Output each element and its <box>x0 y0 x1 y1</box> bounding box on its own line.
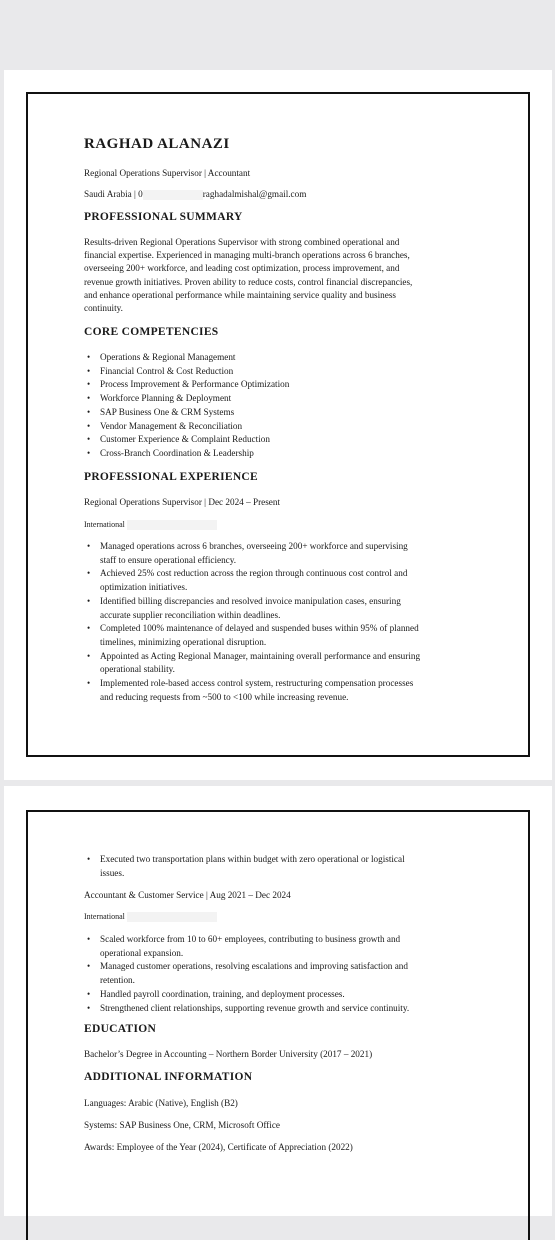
list-item: • Strengthened client relationships, supporting revenue growth and service continuity. <box>84 1002 484 1016</box>
summary-line: revenue growth initiatives. Proven ability to reduce costs, control financial discrepancies, <box>84 276 413 287</box>
candidate-name: RAGHAD ALANAZI <box>84 136 230 152</box>
list-item: • Handled payroll coordination, training, and deployment processes. <box>84 988 484 1002</box>
list-item: • Appointed as Acting Regional Manager, maintaining overall performance and ensuring operational stability. <box>84 650 484 677</box>
company-name: International <box>84 520 125 529</box>
contact-line <box>84 188 484 201</box>
list-item: • Completed 100% maintenance of delayed and suspended buses within 95% of planned timelines, minimizing operational disruption. <box>84 622 484 649</box>
summary-line: continuity. <box>84 303 123 314</box>
list-item: • Achieved 25% cost reduction across the region through continuous cost control and optimization initiatives. <box>84 567 484 594</box>
redacted-company <box>127 520 217 530</box>
competencies-list <box>84 351 484 461</box>
summary-line: and enhance operational performance while maintaining service quality and business <box>84 289 397 300</box>
list-item: • Managed customer operations, resolving escalations and improving satisfaction and retention. <box>84 960 484 987</box>
additional-heading: ADDITIONAL INFORMATION <box>84 1071 253 1083</box>
awards-line: Awards: Employee of the Year (2024), Certificate of Appreciation (2022) <box>84 1142 353 1152</box>
systems-line: Systems: SAP Business One, CRM, Microsoft Office <box>84 1120 281 1130</box>
job1-company <box>84 518 484 531</box>
job2-company <box>84 910 484 923</box>
redacted-phone <box>143 190 203 200</box>
list-item: • Identified billing discrepancies and resolved invoice manipulation cases, ensuring accurate supplier reconciliation within deadlines. <box>84 595 484 622</box>
list-item: • Vendor Management & Reconciliation <box>84 420 484 434</box>
list-item: • Workforce Planning & Deployment <box>84 392 484 406</box>
education-line: Bachelor’s Degree in Accounting – Northern Border University (2017 – 2021) <box>84 1049 373 1059</box>
job2-title: Accountant & Customer Service | Aug 2021 – Dec 2024 <box>84 890 291 900</box>
list-item: • Scaled workforce from 10 to 60+ employees, contributing to business growth and operational expansion. <box>84 933 484 960</box>
list-item: • Process Improvement & Performance Optimization <box>84 378 484 392</box>
resume-page-2 <box>4 786 552 1216</box>
company-name: International <box>84 912 125 921</box>
job2-bullets <box>84 933 484 1015</box>
languages-line: Languages: Arabic (Native), English (B2) <box>84 1098 238 1108</box>
summary-line: Results-driven Regional Operations Supervisor with strong combined operational and <box>84 237 400 247</box>
summary-line: financial expertise. Experienced in managing multi-branch operations across 6 branches, <box>84 250 410 261</box>
education-heading: EDUCATION <box>84 1023 157 1035</box>
contact-location: Saudi Arabia | 0 <box>84 189 143 199</box>
job1-title: Regional Operations Supervisor | Dec 2024 – Present <box>84 497 281 507</box>
list-item: • Managed operations across 6 branches, overseeing 200+ workforce and supervising staff to ensure operational efficiency. <box>84 540 484 567</box>
summary-heading: PROFESSIONAL SUMMARY <box>84 211 243 223</box>
resume-page-1 <box>4 70 552 780</box>
summary-paragraph <box>84 236 484 315</box>
candidate-title: Regional Operations Supervisor | Accountant <box>84 168 251 178</box>
continued-bullets <box>84 853 484 880</box>
list-item: • Customer Experience & Complaint Reduction <box>84 433 484 447</box>
experience-heading: PROFESSIONAL EXPERIENCE <box>84 471 259 483</box>
contact-email: raghadalmishal@gmail.com <box>202 189 307 199</box>
list-item: • SAP Business One & CRM Systems <box>84 406 484 420</box>
list-item: • Executed two transportation plans within budget with zero operational or logistical issues. <box>84 853 484 880</box>
competencies-heading: CORE COMPETENCIES <box>84 326 219 338</box>
list-item: • Implemented role-based access control system, restructuring compensation processes and reducing requests from ~500 to <100 while increasing revenue. <box>84 677 484 704</box>
redacted-company <box>127 912 217 922</box>
job1-bullets <box>84 540 484 704</box>
list-item: • Cross-Branch Coordination & Leadership <box>84 447 484 461</box>
list-item: • Financial Control & Cost Reduction <box>84 365 484 379</box>
summary-line: overseeing 200+ workforce, and leading cost optimization, process improvement, and <box>84 263 400 274</box>
list-item: • Operations & Regional Management <box>84 351 484 365</box>
